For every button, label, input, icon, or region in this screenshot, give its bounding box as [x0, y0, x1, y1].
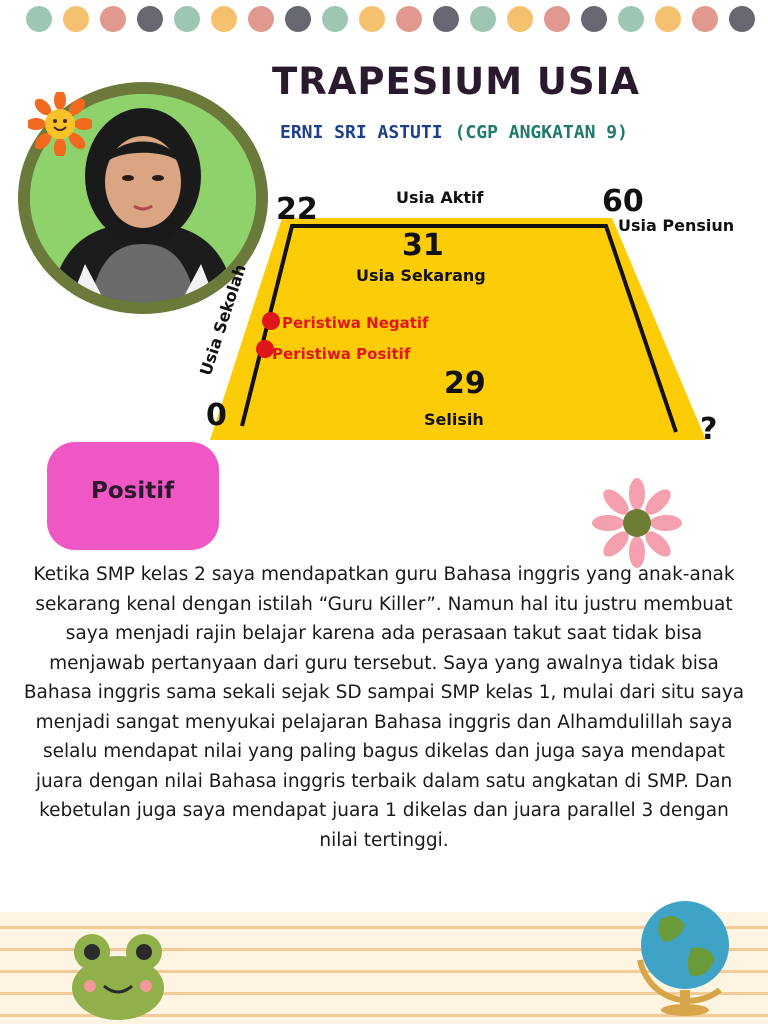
decorative-dot: [100, 6, 126, 32]
current-label: Usia Sekarang: [356, 266, 486, 285]
decorative-dot: [433, 6, 459, 32]
decorative-dot: [26, 6, 52, 32]
age-trapezoid-diagram: [0, 180, 768, 450]
decorative-dot: [729, 6, 755, 32]
positif-badge-label: Positif: [91, 478, 175, 504]
author-line: [280, 122, 628, 143]
decorative-dot: [137, 6, 163, 32]
pink-flower-icon: [592, 478, 682, 568]
zero-age: 0: [206, 398, 227, 433]
positif-badge: [47, 442, 219, 550]
decorative-dot: [359, 6, 385, 32]
decorative-dot: [692, 6, 718, 32]
globe-icon: [630, 890, 740, 1020]
positive-event-label: Peristiwa Positif: [272, 345, 411, 363]
decorative-dot: [285, 6, 311, 32]
decorative-dot: [655, 6, 681, 32]
author-group: (CGP ANGKATAN 9): [454, 122, 628, 143]
decorative-dot: [63, 6, 89, 32]
school-age-label: Usia Sekolah: [196, 262, 250, 378]
decorative-dot: [581, 6, 607, 32]
author-name: ERNI SRI ASTUTI: [280, 122, 443, 143]
decorative-dot: [396, 6, 422, 32]
decorative-dot: [470, 6, 496, 32]
end-age: 60: [602, 184, 644, 219]
decorative-dot: [544, 6, 570, 32]
negative-event-label: Peristiwa Negatif: [282, 314, 429, 332]
decorative-dot: [507, 6, 533, 32]
decorative-dot-row: [0, 6, 768, 36]
decorative-dot: [174, 6, 200, 32]
difference-value: 29: [444, 366, 486, 401]
unknown-end-age: ?: [700, 412, 718, 447]
story-paragraph: Ketika SMP kelas 2 saya mendapatkan guru Bahasa inggris yang anak-anak sekarang kenal dengan istilah “Guru Killer”. Namun hal itu justru membuat saya menjadi rajin belajar karena ada perasaan takut saat tidak bisa menjawab pertanyaan dari guru tersebut. Saya yang awalnya tidak bisa Bahasa inggris sama sekali sejak SD sampai SMP kelas 1, mulai dari situ saya menjadi sangat menyukai pelajaran Bahasa inggris dan Alhamdulillah saya selalu mendapat nilai yang paling bagus dikelas dan juga saya mendapat juara dengan nilai Bahasa inggris terbaik dalam satu angkatan di SMP. Dan kebetulan juga saya mendapat juara 1 dikelas dan juara parallel 3 dengan nilai tertinggi.: [23, 564, 745, 851]
end-label: Usia Pensiun: [618, 216, 735, 235]
negative-event-marker: [262, 312, 280, 330]
decorative-dot: [618, 6, 644, 32]
frog-icon: [68, 930, 168, 1020]
difference-label: Selisih: [424, 410, 484, 429]
decorative-dot: [322, 6, 348, 32]
smiling-sun-icon: [28, 92, 92, 156]
page-title: TRAPESIUM USIA: [272, 60, 641, 103]
start-label: Usia Aktif: [396, 188, 484, 207]
start-age: 22: [276, 192, 318, 227]
decorative-dot: [211, 6, 237, 32]
current-age: 31: [402, 228, 444, 263]
decorative-dot: [248, 6, 274, 32]
